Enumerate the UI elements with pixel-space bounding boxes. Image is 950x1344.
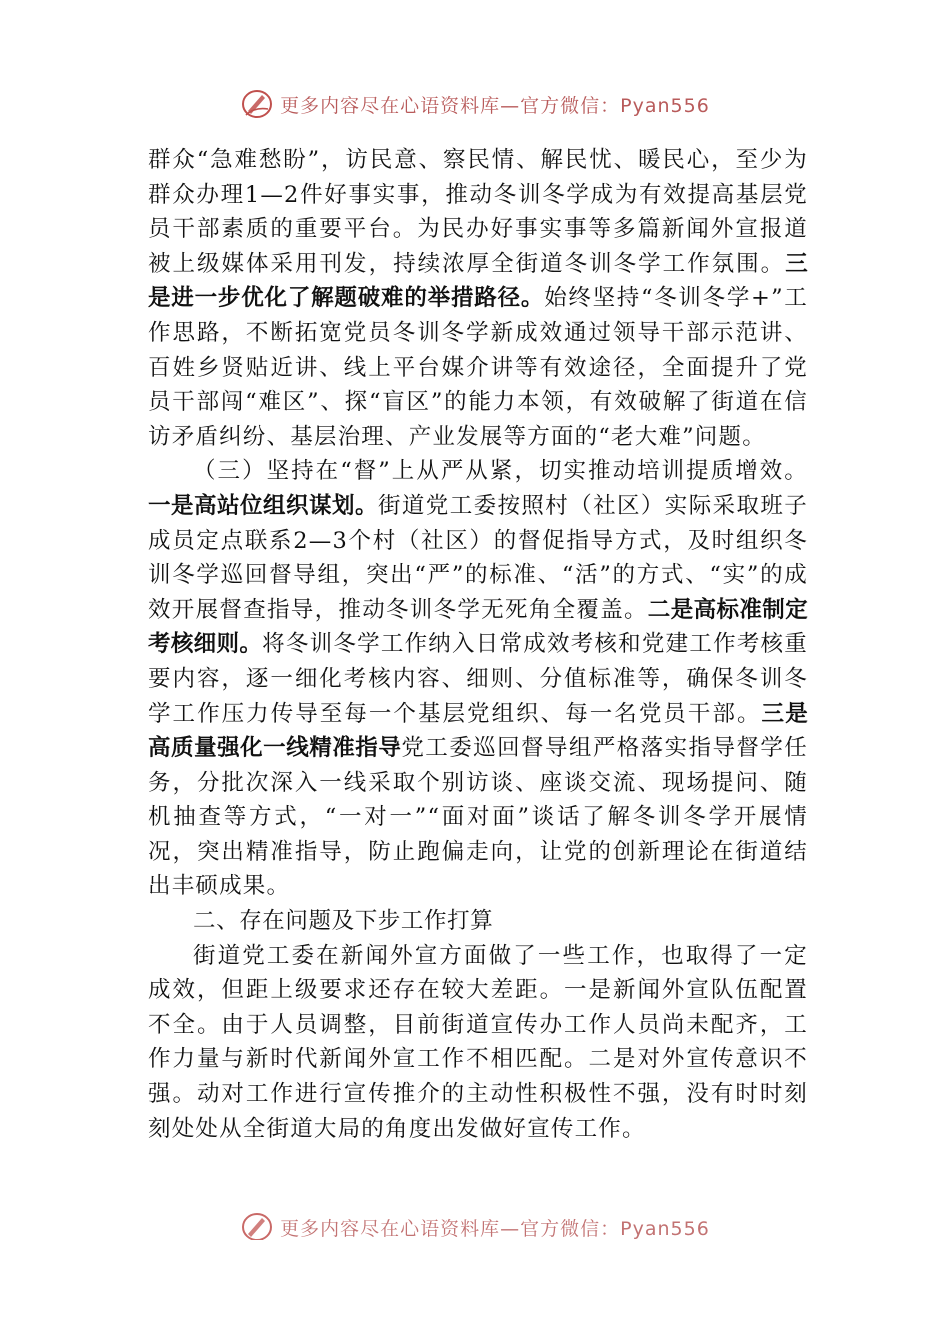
watermark-header: [0, 84, 950, 124]
bold-point-1: 一是高站位组织谋划。: [148, 492, 378, 519]
bold-point-2: 二是高标准制定考核细则。: [148, 596, 808, 658]
watermark-text: 更多内容尽在心语资料库—官方微信：Pyan556: [280, 94, 710, 117]
pen-logo-icon: [240, 1210, 274, 1240]
section-3-paragraph: （三）坚持在“督”上从严从紧，切实推动培训提质增效。一是高站位组织谋划。街道党工委按照村（社区）实际采取班子成员定点联系2—3个村（社区）的督促指导方式，及时组织冬训冬学巡回督导组，突出“严”的标准、“活”的方式、“实”的成效开展督查指导，推动冬训冬学无死角全覆盖。二是高标准制定考核细则。将冬训冬学工作纳入日常成效考核和党建工作考核重要内容，逐一细化考核内容、细则、分值标准等，确保冬训冬学工作压力传导至每一个基层党组织、每一名党员干部。三是高质量强化一线精准指导党工委巡回督导组严格落实指导督学任务，分批次深入一线采取个别访谈、座谈交流、现场提问、随机抽查等方式，“一对一”“面对面”谈话了解冬训冬学开展情况，突出精准指导，防止跑偏走向，让党的创新理论在街道结出丰硕成果。: [148, 458, 808, 900]
bold-point-3b: 三是高质量强化一线精准指导: [148, 700, 808, 762]
watermark-text: 更多内容尽在心语资料库—官方微信：Pyan556: [280, 1217, 710, 1240]
bold-point-3: 三是进一步优化了解题破难的举措路径。: [148, 250, 808, 312]
section-heading-2: 二、存在问题及下步工作打算: [193, 908, 494, 935]
paragraph-continuation: 群众“急难愁盼”，访民意、察民情、解民忧、暖民心，至少为群众办理1—2件好事实事，推动冬训冬学成为有效提高基层党员干部素质的重要平台。为民办好事实事等多篇新闻外宣报道被上级媒体采用刊发，持续浓厚全街道冬训冬学工作氛围。三是进一步优化了解题破难的举措路径。始终坚持“冬训冬学+”工作思路，不断拓宽党员冬训冬学新成效通过领导干部示范讲、百姓乡贤贴近讲、线上平台媒介讲等有效途径，全面提升了党员干部闯“难区”、探“盲区”的能力本领，有效破解了街道在信访矛盾纠纷、基层治理、产业发展等方面的“老大难”问题。: [148, 147, 808, 450]
section-3-title: （三）坚持在“督”上从严从紧，切实推动培训提质增效。: [193, 458, 808, 485]
document-body: [148, 143, 808, 1146]
pen-logo-icon: [240, 87, 274, 121]
watermark-footer: [0, 1206, 950, 1240]
paragraph-problems: 街道党工委在新闻外宣方面做了一些工作，也取得了一定成效，但距上级要求还存在较大差距。一是新闻外宣队伍配置不全。由于人员调整，目前街道宣传办工作人员尚未配齐，工作力量与新时代新闻外宣工作不相匹配。二是对外宣传意识不强。动对工作进行宣传推介的主动性积极性不强，没有时时刻刻处处从全街道大局的角度出发做好宣传工作。: [148, 942, 808, 1142]
